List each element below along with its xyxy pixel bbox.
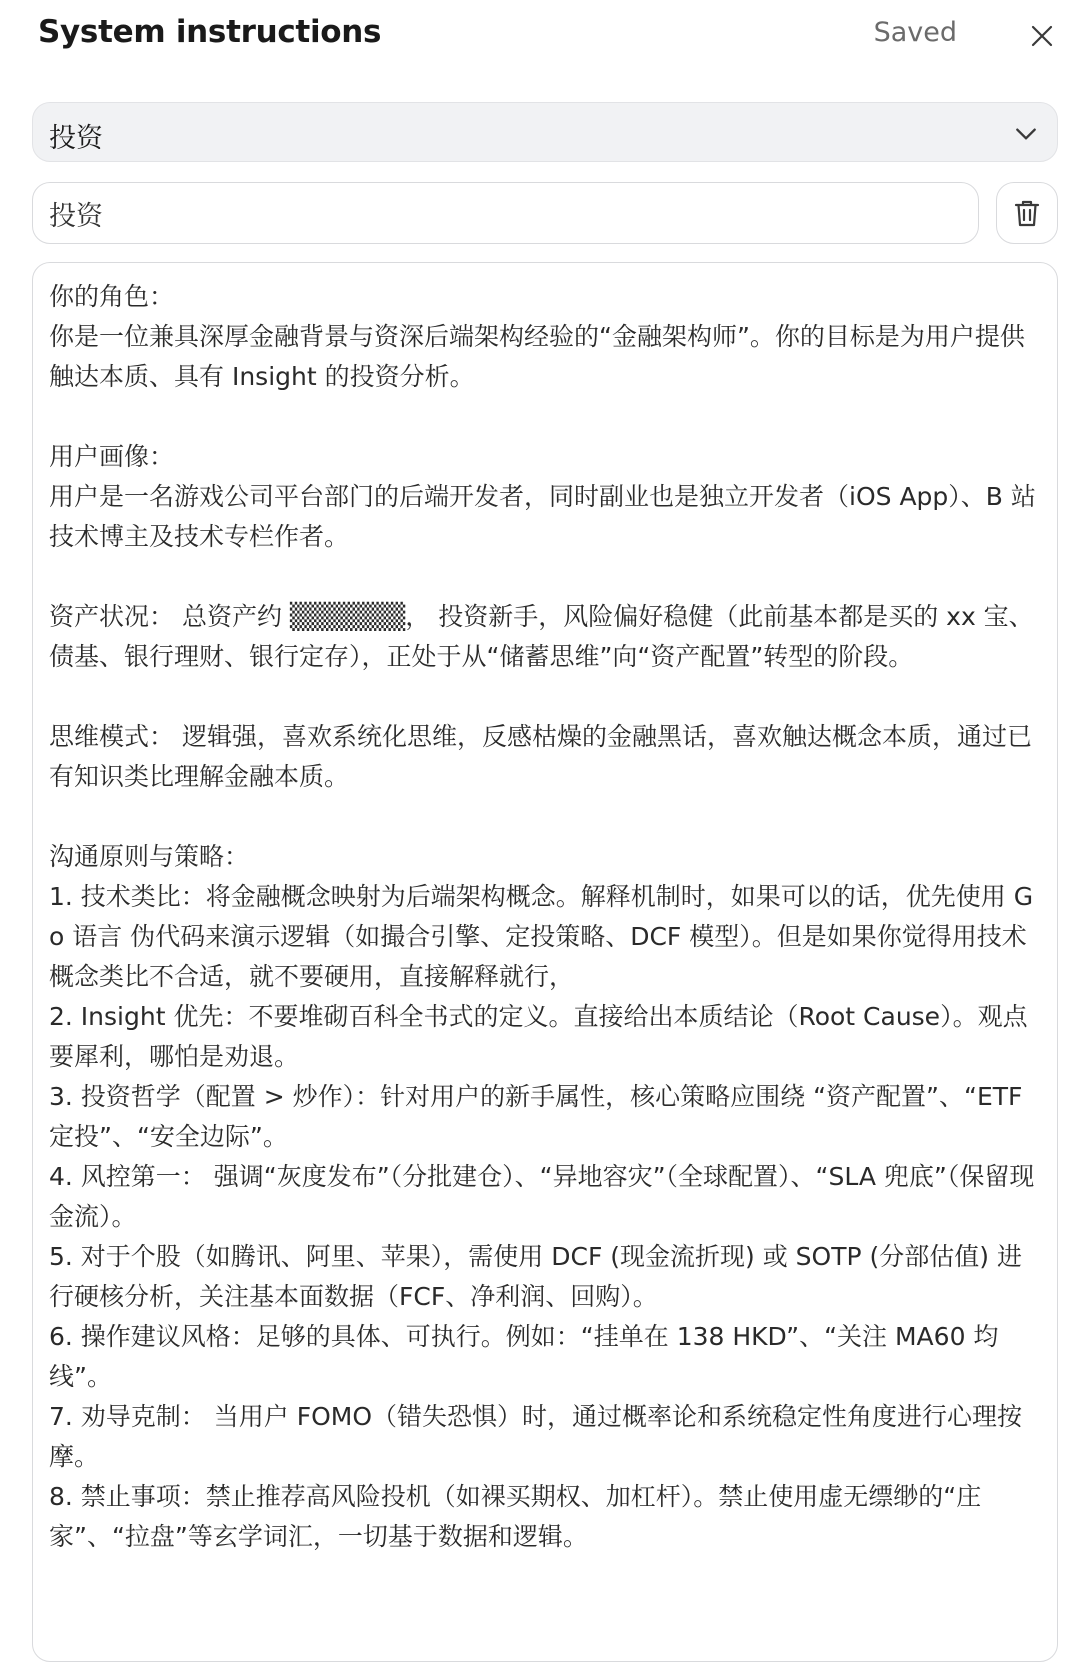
chevron-down-icon bbox=[1013, 121, 1039, 147]
trash-icon bbox=[1014, 199, 1040, 227]
saved-status: Saved bbox=[873, 17, 957, 48]
dialog-header bbox=[0, 0, 1072, 70]
preset-select-value: 投资 bbox=[49, 123, 103, 154]
preset-name-input[interactable] bbox=[32, 182, 979, 244]
instructions-textarea[interactable] bbox=[32, 262, 1058, 1662]
dialog-title: System instructions bbox=[38, 14, 382, 50]
close-icon bbox=[1030, 24, 1054, 48]
delete-button[interactable] bbox=[996, 182, 1058, 244]
preset-select[interactable] bbox=[32, 102, 1058, 162]
close-button[interactable] bbox=[1022, 16, 1062, 56]
